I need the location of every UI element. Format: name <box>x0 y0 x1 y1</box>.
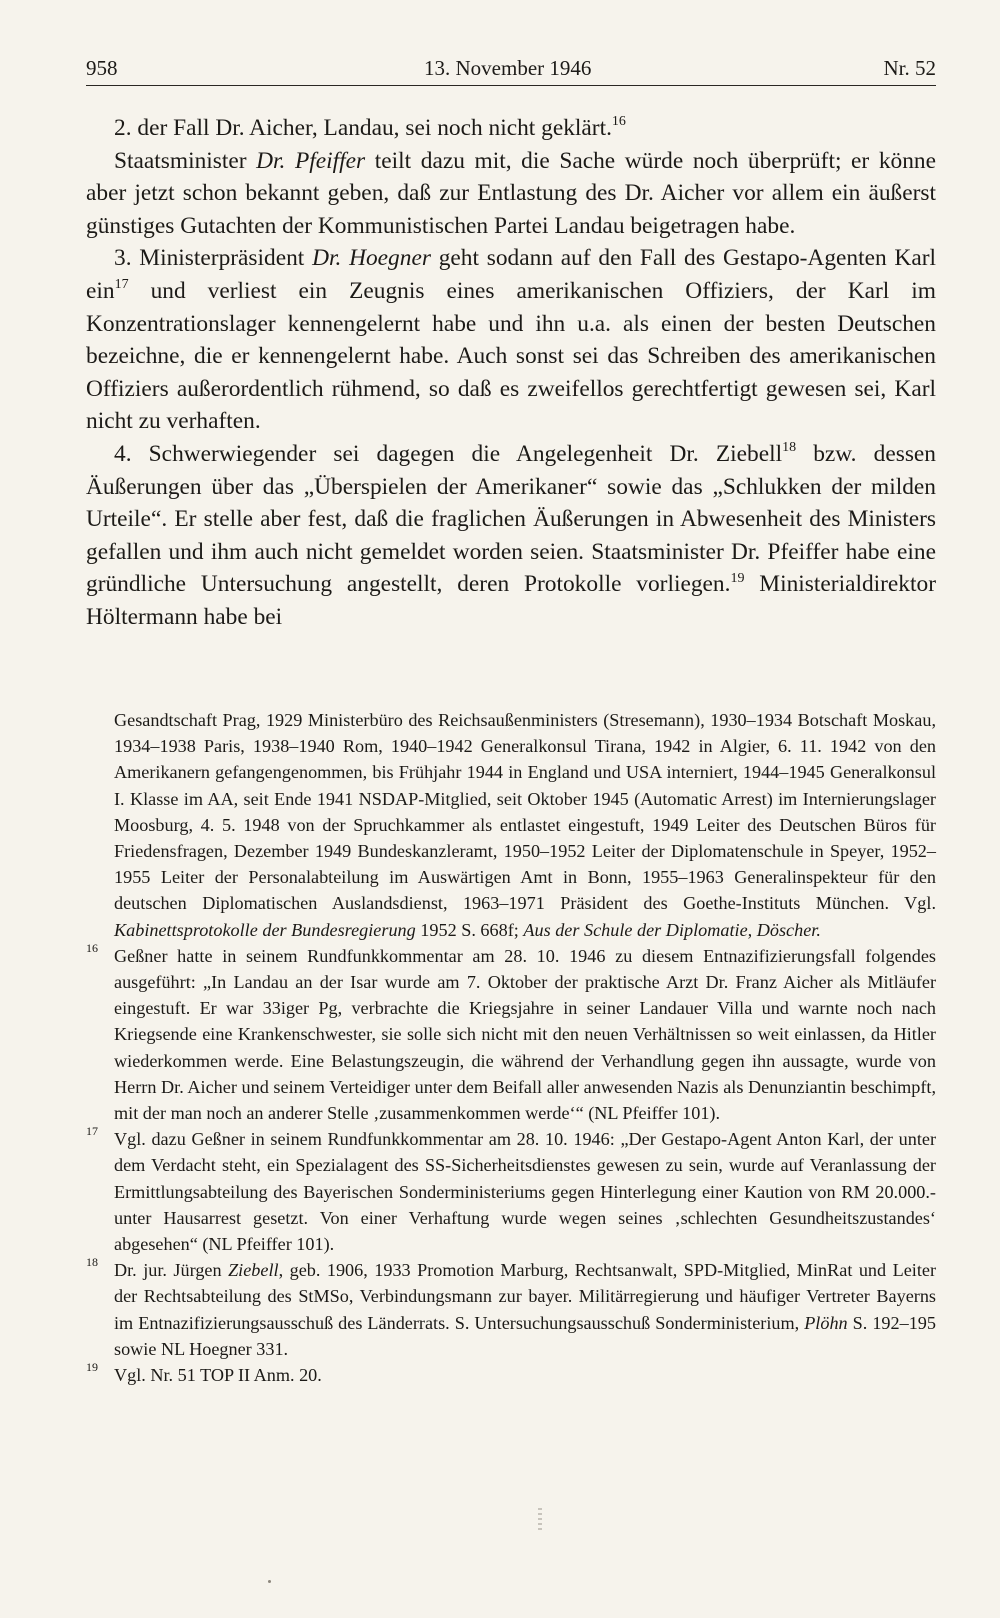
footnote-text: Dr. jur. Jürgen <box>114 1260 229 1281</box>
footnote-citation: Aus der Schule der Diplomatie, Döscher. <box>523 919 821 940</box>
footnote-continued <box>86 707 936 943</box>
footnote-citation: Plöhn <box>804 1312 848 1333</box>
footnote-ref-17: 17 <box>114 277 129 293</box>
footnote-citation: Kabinettsprotokolle der Bundesregierung <box>114 919 416 940</box>
paragraph-text: 2. der Fall Dr. Aicher, Landau, sei noch nicht geklärt. <box>114 115 612 141</box>
footnote-text: Gesandtschaft Prag, 1929 Ministerbüro des Reichsaußenministers (Stresemann), 1930–1934 Botschaft Moskau, 1934–1938 Paris, 1938–1940 Rom, 1940–1942 Generalkonsul Tirana, 1942 in Algier, 6. 11. 1942 von den Amerikanern gefangengenommen, bis Frühjahr 1944 in England und USA interniert, 1944–1945 Generalkonsul I. Klasse im AA, seit Ende 1941 NSDAP-Mitglied, seit Oktober 1945 (Automatic Arrest) im Internierungslager Moosburg, 4. 5. 1948 von der Spruchkammer als entlastet eingestuft, 1949 Leiter des Deutschen Büros für Friedensfragen, Dezember 1949 Bundeskanzleramt, 1950–1952 Leiter der Diplomatenschule in Speyer, 1952–1955 Leiter der Personalabteilung im Auswärtigen Amt in Bonn, 1955–1963 Generalinspekteur für den deutschen Diplomatischen Auslandsdienst, 1963–1971 Präsident des Goethe-Instituts München. Vgl. <box>114 710 936 914</box>
paragraph-pfeiffer <box>86 145 936 243</box>
footnote-number: 17 <box>86 1124 98 1139</box>
footnote-text: Geßner hatte in seinem Rundfunkkommentar am 28. 10. 1946 zu diesem Entnazifizierungsfall folgendes ausgeführt: „In Landau an der Isar wurde am 7. Oktober der praktische Arzt Dr. Franz Aicher als Mitläufer eingestuft. Er war 33iger Pg, verbrachte die Kriegsjahre in seiner Landauer Villa und warnte noch nach Kriegsende eine Krankenschwester, sie solle sich nicht mit den neuen Verhältnissen so weit einlassen, da Hitler wiederkommen werde. Eine Belastungszeugin, die während der Verhandlung gegen ihn aussagte, wurde von Herrn Dr. Aicher und seinem Verteidiger unter dem Beifall aller anwesenden Nazis als Denunziantin beschimpft, mit der man noch an anderer Stelle ‚zusammenkommen werde‘“ (NL Pfeiffer 101). <box>114 945 936 1124</box>
footnote-text: Vgl. dazu Geßner in seinem Rundfunkkommentar am 28. 10. 1946: „Der Gestapo-Agent Anton Karl, der unter dem Verdacht steht, ein Spezialagent des SS-Sicherheitsdienstes gewesen zu sein, wurde auf Veranlassung der Ermittlungsabteilung des Bayerischen Sonderministeriums gegen Hinterlegung einer Kaution von RM 20.000.- unter Hausarrest gesetzt. Von einer Verhaftung wurde wegen seines ‚schlechten Gesundheitszustandes‘ abgesehen“ (NL Pfeiffer 101). <box>114 1129 936 1255</box>
paragraph-text: teilt dazu mit, die Sache würde noch überprüft; er könne aber jetzt schon bekannt geben, daß zur Entlastung des Dr. Aicher vor allem ein äußerst günstiges Gutachten der Kommunistischen Partei Landau beigetragen habe. <box>86 147 936 239</box>
scan-mark <box>537 1506 543 1532</box>
person-name: Dr. Hoegner <box>312 245 431 272</box>
paragraph-text: geht sodann auf den Fall des Gestapo-Agenten Karl ein <box>86 245 936 304</box>
paragraph-text: 3. Ministerpräsident <box>114 245 313 272</box>
footnote-text: S. 192–195 sowie NL Hoegner 331. <box>114 1312 936 1359</box>
footnote-text: Vgl. Nr. 51 TOP II Anm. 20. <box>114 1365 322 1386</box>
paragraph-item-4 <box>86 438 936 634</box>
footnote-number: 18 <box>86 1255 98 1270</box>
footnote-17 <box>86 1126 936 1257</box>
paragraph-text: Staatsminister <box>114 147 257 174</box>
footnote-number: 19 <box>86 1360 98 1375</box>
footnote-text: , geb. 1906, 1933 Promotion Marburg, Rechtsanwalt, SPD-Mitglied, MinRat und Leiter der Rechtsabteilung des StMSo, Verbindungsmann zur bayer. Militärregierung und häufiger Vertreter Bayerns im Entnazifizierungsausschuß des Länderrats. S. Untersuchungsausschuß Sonderministerium, <box>114 1260 937 1333</box>
footnotes <box>86 707 936 1388</box>
paragraph-text: und verliest ein Zeugnis eines amerikanischen Offiziers, der Karl im Konzentrationslager kennengelernt habe und ihn u.a. als einen der besten Deutschen bezeichne, die er kennengelernt habe. Auch sonst sei das Schreiben des amerikanischen Offiziers außerordentlich rühmend, so daß es zweifellos gerechtfertigt gewesen sei, Karl nicht zu verhaften. <box>86 277 936 435</box>
footnote-16 <box>86 940 936 1126</box>
scan-speck <box>268 1580 271 1583</box>
footnote-ref-16: 16 <box>611 114 626 130</box>
footnote-18 <box>86 1257 936 1362</box>
paragraph-text: bzw. dessen Äußerungen über das „Überspielen der Amerikaner“ sowie das „Schlukken der milden Urteile“. Er stelle aber fest, daß die fraglichen Äußerungen in Abwesenheit des Ministers gefallen und ihm auch nicht gemeldet worden seien. Staatsminister Dr. Pfeiffer habe eine gründliche Untersuchung angestellt, deren Protokolle vorliegen. <box>86 440 936 598</box>
paragraph-text: Ministerialdirektor Höltermann habe bei <box>86 571 936 630</box>
document-number: Nr. 52 <box>883 56 936 80</box>
main-text <box>86 112 936 634</box>
footnote-number: 16 <box>86 940 98 955</box>
footnote-19 <box>86 1362 936 1388</box>
page-number: 958 <box>86 56 118 80</box>
person-name: Dr. Pfeiffer <box>256 147 366 174</box>
person-name: Ziebell <box>228 1260 279 1281</box>
footnote-ref-19: 19 <box>730 570 745 586</box>
footnote-ref-18: 18 <box>782 440 797 456</box>
paragraph-text: 4. Schwerwiegender sei dagegen die Angelegenheit Dr. Ziebell <box>114 440 783 467</box>
paragraph-item-2 <box>86 112 936 145</box>
footnote-text: 1952 S. 668f; <box>415 919 524 940</box>
header-date: 13. November 1946 <box>424 56 592 80</box>
running-header <box>86 52 936 86</box>
header-rule <box>86 85 936 86</box>
paragraph-item-3 <box>86 242 936 438</box>
